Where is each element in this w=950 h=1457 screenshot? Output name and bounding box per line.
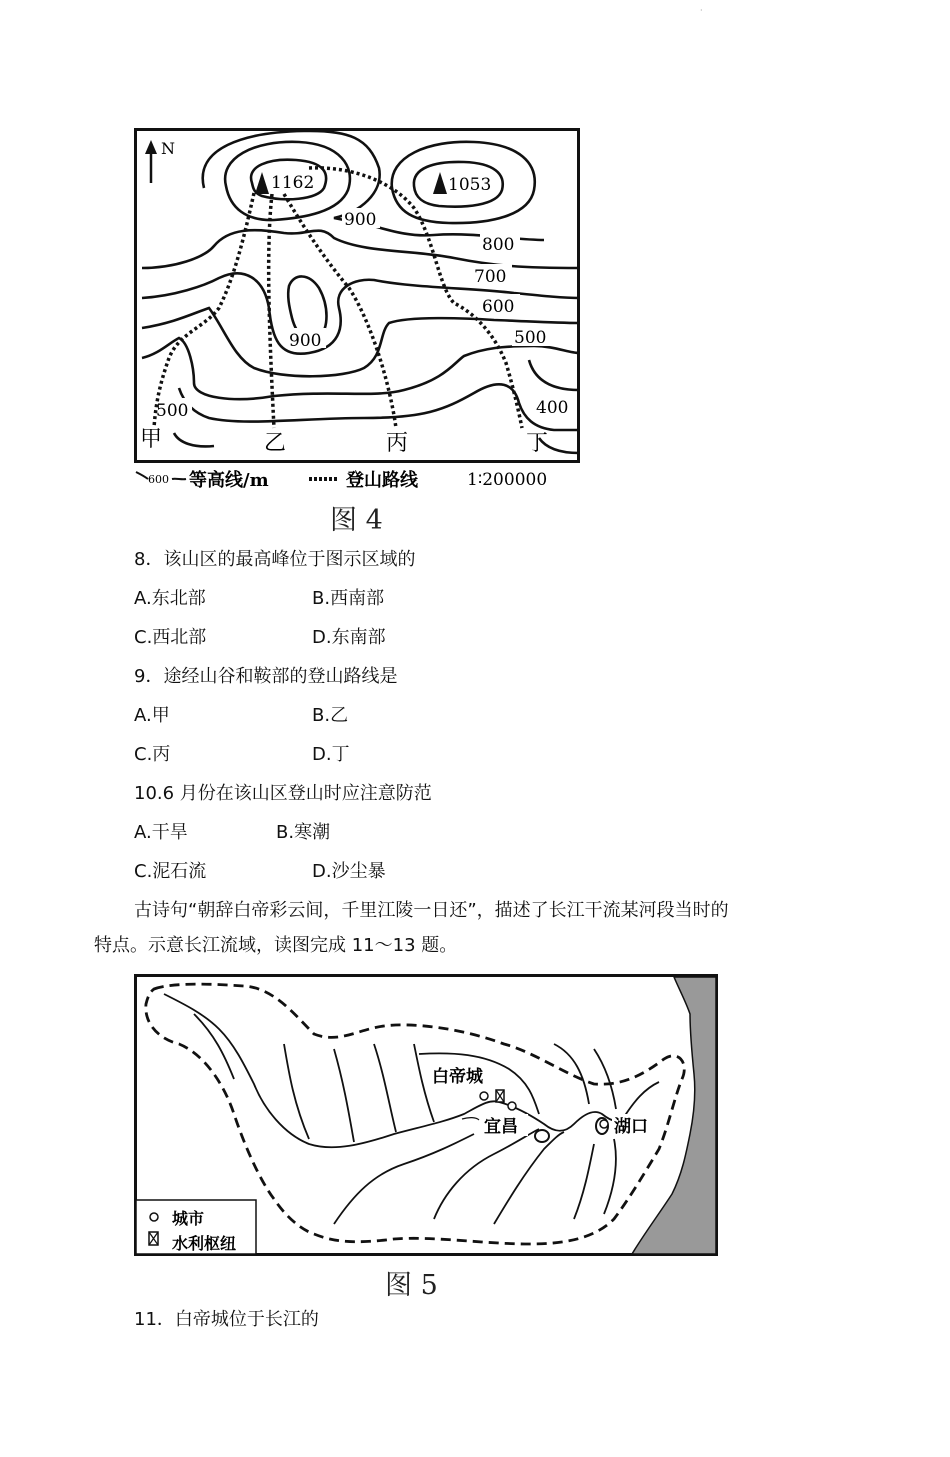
peak-label-2: 1053 <box>448 175 492 195</box>
question-10-option-c[interactable]: C.泥石流 <box>134 861 207 882</box>
legend-city-text: 城市 <box>172 1209 205 1228</box>
question-10-option-b[interactable]: B.寒潮 <box>276 822 331 843</box>
legend-contour-sample: 600 <box>148 473 169 486</box>
question-9-stem: 9．途经山谷和鞍部的登山路线是 <box>134 666 398 687</box>
contour-label-500: 500 <box>514 328 547 348</box>
contour-label-700: 700 <box>474 267 507 287</box>
city-yichang-icon <box>508 1102 516 1110</box>
question-10-stem: 10.6 月份在该山区登山时应注意防范 <box>134 783 432 804</box>
peak-label-1: 1162 <box>271 173 315 193</box>
legend-route-text: 登山路线 <box>346 470 418 491</box>
intro-line-1: 古诗句“朝辞白帝彩云间，千里江陵一日还”，描述了长江干流某河段当时的 <box>134 900 729 921</box>
question-8-option-c[interactable]: C.西北部 <box>134 627 207 648</box>
legend-contour-swatch <box>136 472 148 479</box>
question-9-option-b[interactable]: B.乙 <box>312 705 349 726</box>
contour-label-900b: 900 <box>289 331 322 351</box>
route-label-ding: 丁 <box>526 431 549 456</box>
legend-scale: 1∶200000 <box>467 470 548 490</box>
question-8-option-b[interactable]: B.西南部 <box>312 588 385 609</box>
question-8-option-a[interactable]: A.东北部 <box>134 588 206 609</box>
contour-map-legend <box>134 466 580 492</box>
lake-dongting <box>535 1130 549 1142</box>
question-8-option-d[interactable]: D.东南部 <box>312 627 386 648</box>
contour-label-900: 900 <box>344 210 377 230</box>
question-9-option-d[interactable]: D.丁 <box>312 744 350 765</box>
legend-contour-text: 等高线/m <box>189 470 269 491</box>
question-10-option-a[interactable]: A.干旱 <box>134 822 188 843</box>
question-9-option-a[interactable]: A.甲 <box>134 705 170 726</box>
route-label-jia: 甲 <box>140 427 163 452</box>
question-8-stem: 8．该山区的最高峰位于图示区域的 <box>134 549 416 570</box>
intro-line-2: 特点。示意长江流域，读图完成 11～13 题。 <box>94 935 458 956</box>
yangtze-basin-map <box>134 974 718 1256</box>
contour-label-600: 600 <box>482 297 515 317</box>
place-label-hukou: 湖口 <box>614 1117 648 1137</box>
place-label-yichang: 宜昌 <box>484 1117 518 1137</box>
place-label-baidicheng: 白帝城 <box>432 1067 483 1087</box>
legend-dam-text: 水利枢纽 <box>172 1234 237 1253</box>
question-9-option-c[interactable]: C.丙 <box>134 744 171 765</box>
question-11-stem: 11．白帝城位于长江的 <box>134 1309 319 1330</box>
contour-label-400: 400 <box>536 398 569 418</box>
city-hukou-icon <box>600 1120 608 1128</box>
route-label-bing: 丙 <box>386 431 409 456</box>
contour-label-800: 800 <box>482 235 515 255</box>
city-baidicheng-icon <box>480 1092 488 1100</box>
page-marker: · <box>700 6 703 15</box>
route-label-yi: 乙 <box>264 431 287 456</box>
question-10-option-d[interactable]: D.沙尘暴 <box>312 861 386 882</box>
legend-city-icon <box>150 1213 158 1221</box>
figure4-caption: 图 4 <box>330 505 383 536</box>
contour-label-500b: 500 <box>156 401 189 421</box>
north-label: N <box>161 139 175 158</box>
contour-map <box>134 128 580 463</box>
figure5-caption: 图 5 <box>385 1270 438 1301</box>
